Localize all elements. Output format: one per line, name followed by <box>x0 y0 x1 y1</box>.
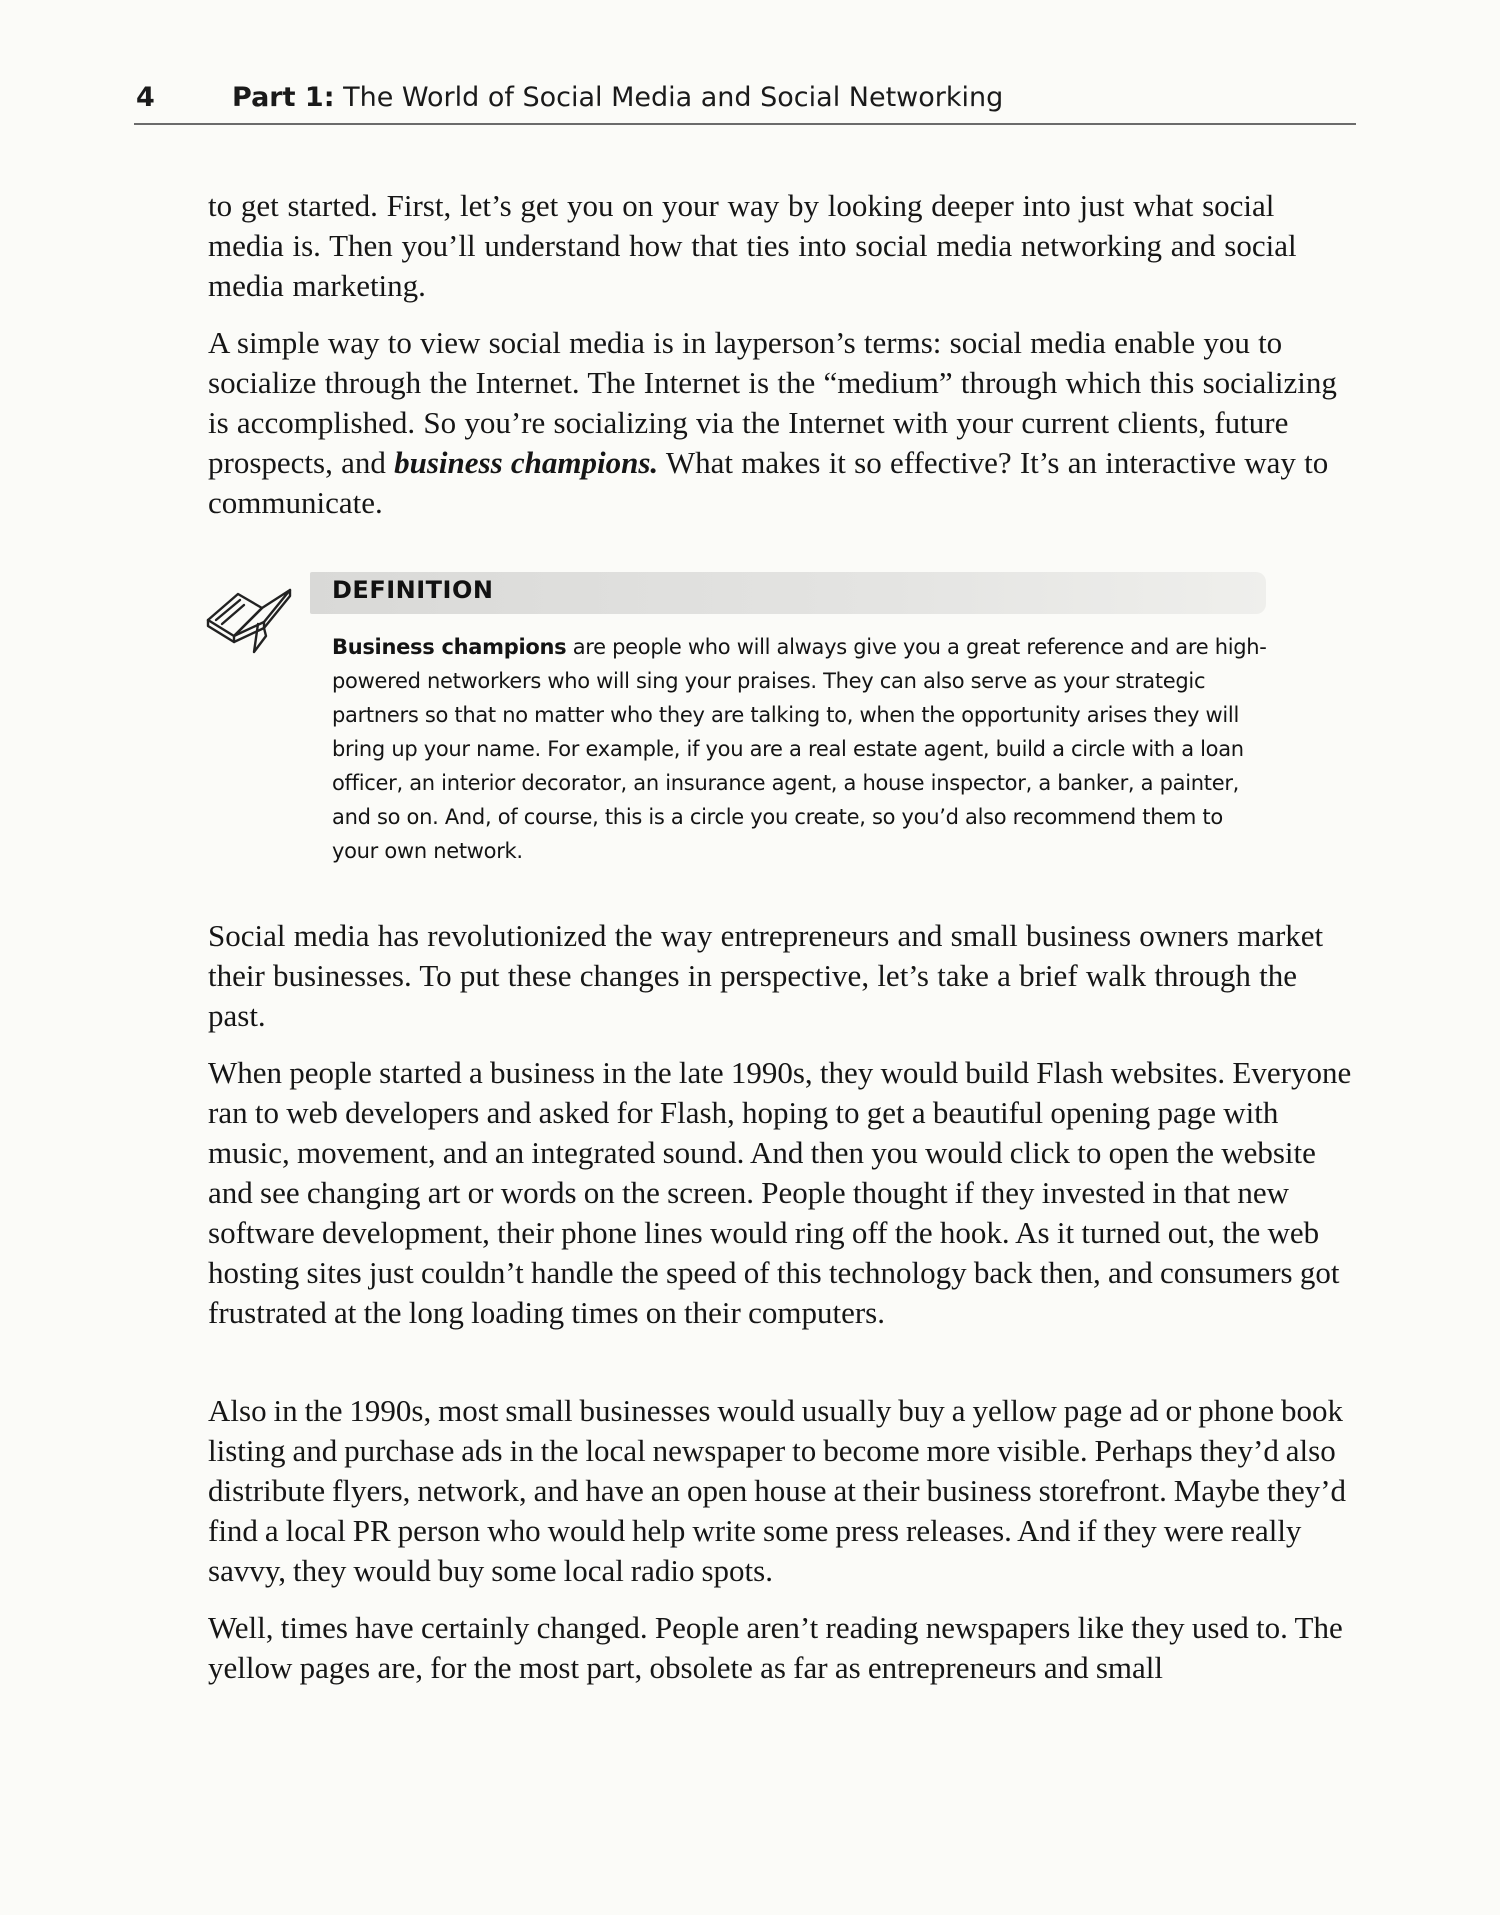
definition-body: are people who will always give you a great reference and are high-powered networkers who will sing your praises. They can also serve as your strategic partners so that no matter who they are talking to, when the opportunity arises they will bring up your name. For example, if you are a real estate agent, build a circle with a loan officer, an interior decorator, an insurance agent, a house inspector, a banker, a painter, and so on. And, of course, this is a circle you create, so you’d also recommend them to your own network. <box>332 635 1267 863</box>
definition-heading: DEFINITION <box>332 576 494 604</box>
part-label: Part 1: <box>232 82 335 113</box>
paragraph-3: Social media has revolutionized the way entrepreneurs and small business owners market their businesses. To put these changes in perspective, let’s take a brief walk through the past. <box>208 918 1324 1033</box>
paragraph-2-text-b: What makes it so effective? It’s an interactive way to communicate. <box>208 445 1329 520</box>
part-title: The World of Social Media and Social Networking <box>343 82 1004 113</box>
definition-text <box>332 630 1272 868</box>
running-header <box>136 82 1356 122</box>
paragraph-2-text-a: A simple way to view social media is in layperson’s terms: social media enable you to socialize through the Internet. The Internet is the “medium” through which this socializing is accomplished. So you’re socializing via the Internet with your current clients, future prospects, and <box>208 325 1337 480</box>
paragraph-5: Also in the 1990s, most small businesses would usually buy a yellow page ad or phone book listing and purchase ads in the local newspaper to become more visible. Perhaps they’d also distribute flyers, network, and have an open house at their business storefront. Maybe they’d find a local PR person who would help write some press releases. And if they were really savvy, they would buy some local radio spots. <box>208 1393 1347 1588</box>
emphasized-term: business champions. <box>394 445 659 480</box>
page-number: 4 <box>136 82 155 113</box>
paragraph-1: to get started. First, let’s get you on your way by looking deeper into just what social media is. Then you’ll understand how that ties into social media networking and social media marketing. <box>208 188 1297 303</box>
chapter-header <box>232 82 1003 113</box>
header-divider <box>134 123 1356 125</box>
definition-sidebar <box>202 572 1272 872</box>
paragraph-4: When people started a business in the late 1990s, they would build Flash websites. Everyone ran to web developers and asked for Flash, hoping to get a beautiful opening page with music, movement, and an integrated sound. And then you would click to open the website and see changing art or words on the screen. People thought if they invested in that new software development, their phone lines would ring off the hook. As it turned out, the web hosting sites just couldn’t handle the speed of this technology back then, and consumers got frustrated at the long loading times on their computers. <box>208 1055 1352 1330</box>
definition-term: Business champions <box>332 635 567 659</box>
open-book-icon <box>202 580 298 660</box>
paragraph-6: Well, times have certainly changed. People aren’t reading newspapers like they used to. The yellow pages are, for the most part, obsolete as far as entrepreneurs and small <box>208 1610 1343 1685</box>
paragraph-2 <box>208 323 1356 523</box>
